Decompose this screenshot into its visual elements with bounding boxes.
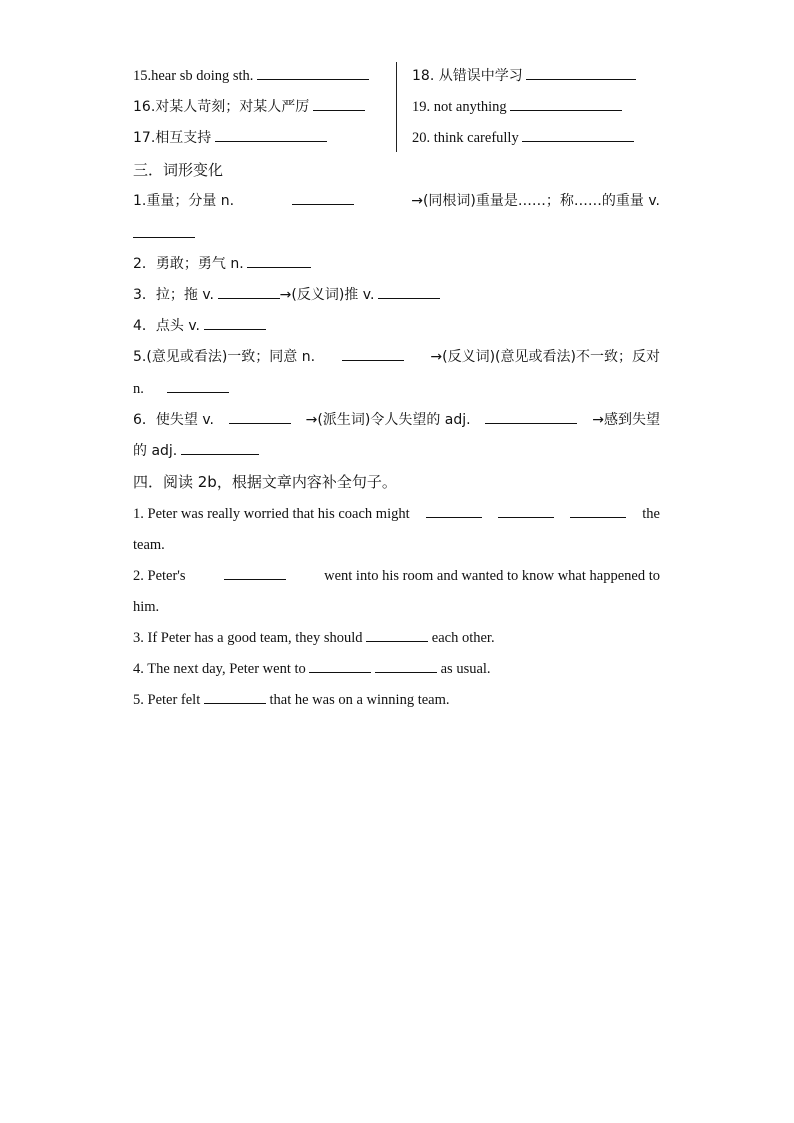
q3-antonym-prompt: →(反义词)推 v. [279,287,375,303]
q6-feel-prompt: →感到失望 [592,412,660,428]
section-3-title: 三．词形变化 [133,161,224,179]
section-4-title: 四．阅读 2b，根据文章内容补全句子。 [133,473,397,491]
answer-blank[interactable] [247,254,311,268]
answer-blank[interactable] [257,66,369,80]
item-19 [412,97,622,117]
answer-blank[interactable] [485,410,577,424]
sentence-4-3 [133,628,495,648]
answer-blank[interactable] [526,66,636,80]
q5-prompt: 5.(意见或看法)一致；同意 n. [133,349,316,365]
answer-blank[interactable] [167,379,229,393]
q6-derived-prompt: →(派生词)令人失望的 adj. [305,412,471,428]
sentence-4-5 [133,690,450,710]
sentence-4-2-cont: him. [133,599,160,615]
s3-text: 3. If Peter has a good team, they should [133,630,363,646]
s4-text: 4. The next day, Peter went to [133,661,306,677]
sentence-4-1 [133,504,660,524]
item-18-text: 18. 从错误中学习 [412,68,523,84]
question-3-3 [133,285,440,305]
answer-blank[interactable] [498,504,554,518]
answer-blank[interactable] [204,316,266,330]
item-20-text: 20. think carefully [412,130,519,146]
question-3-2 [133,254,311,274]
answer-blank[interactable] [366,628,428,642]
answer-blank[interactable] [215,128,327,142]
s1-text: 1. Peter was really worried that his coach might [133,506,410,522]
q5-antonym-prompt: →(反义词)(意见或看法)不一致；反对 [430,349,660,365]
q6-prompt: 6．使失望 v. [133,412,215,428]
sentence-4-2 [133,566,660,586]
answer-blank[interactable] [378,285,440,299]
sentence-4-1-cont: team. [133,537,165,553]
q2-prompt: 2．勇敢；勇气 n. [133,256,244,272]
question-3-5 [133,347,660,367]
item-20 [412,128,634,148]
item-15-text: 15.hear sb doing sth. [133,68,254,84]
answer-blank[interactable] [292,191,354,205]
s2-start: 2. Peter's [133,568,186,584]
s3-end: each other. [431,630,495,646]
answer-blank[interactable] [522,128,634,142]
question-3-1-cont [133,224,195,244]
answer-blank[interactable] [204,690,266,704]
q6-adj: 的 adj. [133,443,178,459]
answer-blank[interactable] [309,659,371,673]
answer-blank[interactable] [570,504,626,518]
answer-blank[interactable] [229,410,291,424]
s4-end: as usual. [440,661,491,677]
question-3-6 [133,410,660,430]
sentence-4-4 [133,659,491,679]
column-divider [396,62,397,152]
answer-blank[interactable] [426,504,482,518]
item-17-text: 17.相互支持 [133,130,212,146]
item-18 [412,66,636,86]
item-16-text: 16.对某人苛刻；对某人严厉 [133,99,310,115]
question-3-1 [133,191,660,211]
s5-end: that he was on a winning team. [269,692,450,708]
item-17 [133,128,327,148]
answer-blank[interactable] [224,566,286,580]
answer-blank[interactable] [510,97,622,111]
answer-blank[interactable] [218,285,280,299]
item-16 [133,97,365,117]
item-15 [133,66,369,86]
q5-pos: n. [133,381,144,397]
question-3-6-cont [133,441,259,461]
answer-blank[interactable] [181,441,259,455]
answer-blank[interactable] [133,224,195,238]
q1-derived-prompt: →(同根词)重量是……；称……的重量 v. [411,193,660,209]
question-3-4 [133,316,266,336]
s2-text: went into his room and wanted to know what happened to [324,568,660,584]
question-3-5-cont [133,379,229,399]
s5-text: 5. Peter felt [133,692,201,708]
q4-prompt: 4．点头 v. [133,318,201,334]
item-19-text: 19. not anything [412,99,507,115]
answer-blank[interactable] [342,347,404,361]
s1-end: the [642,506,660,522]
q1-prompt: 1.重量；分量 n. [133,193,235,209]
q3-prompt: 3．拉；拖 v. [133,287,215,303]
answer-blank[interactable] [313,97,365,111]
answer-blank[interactable] [375,659,437,673]
